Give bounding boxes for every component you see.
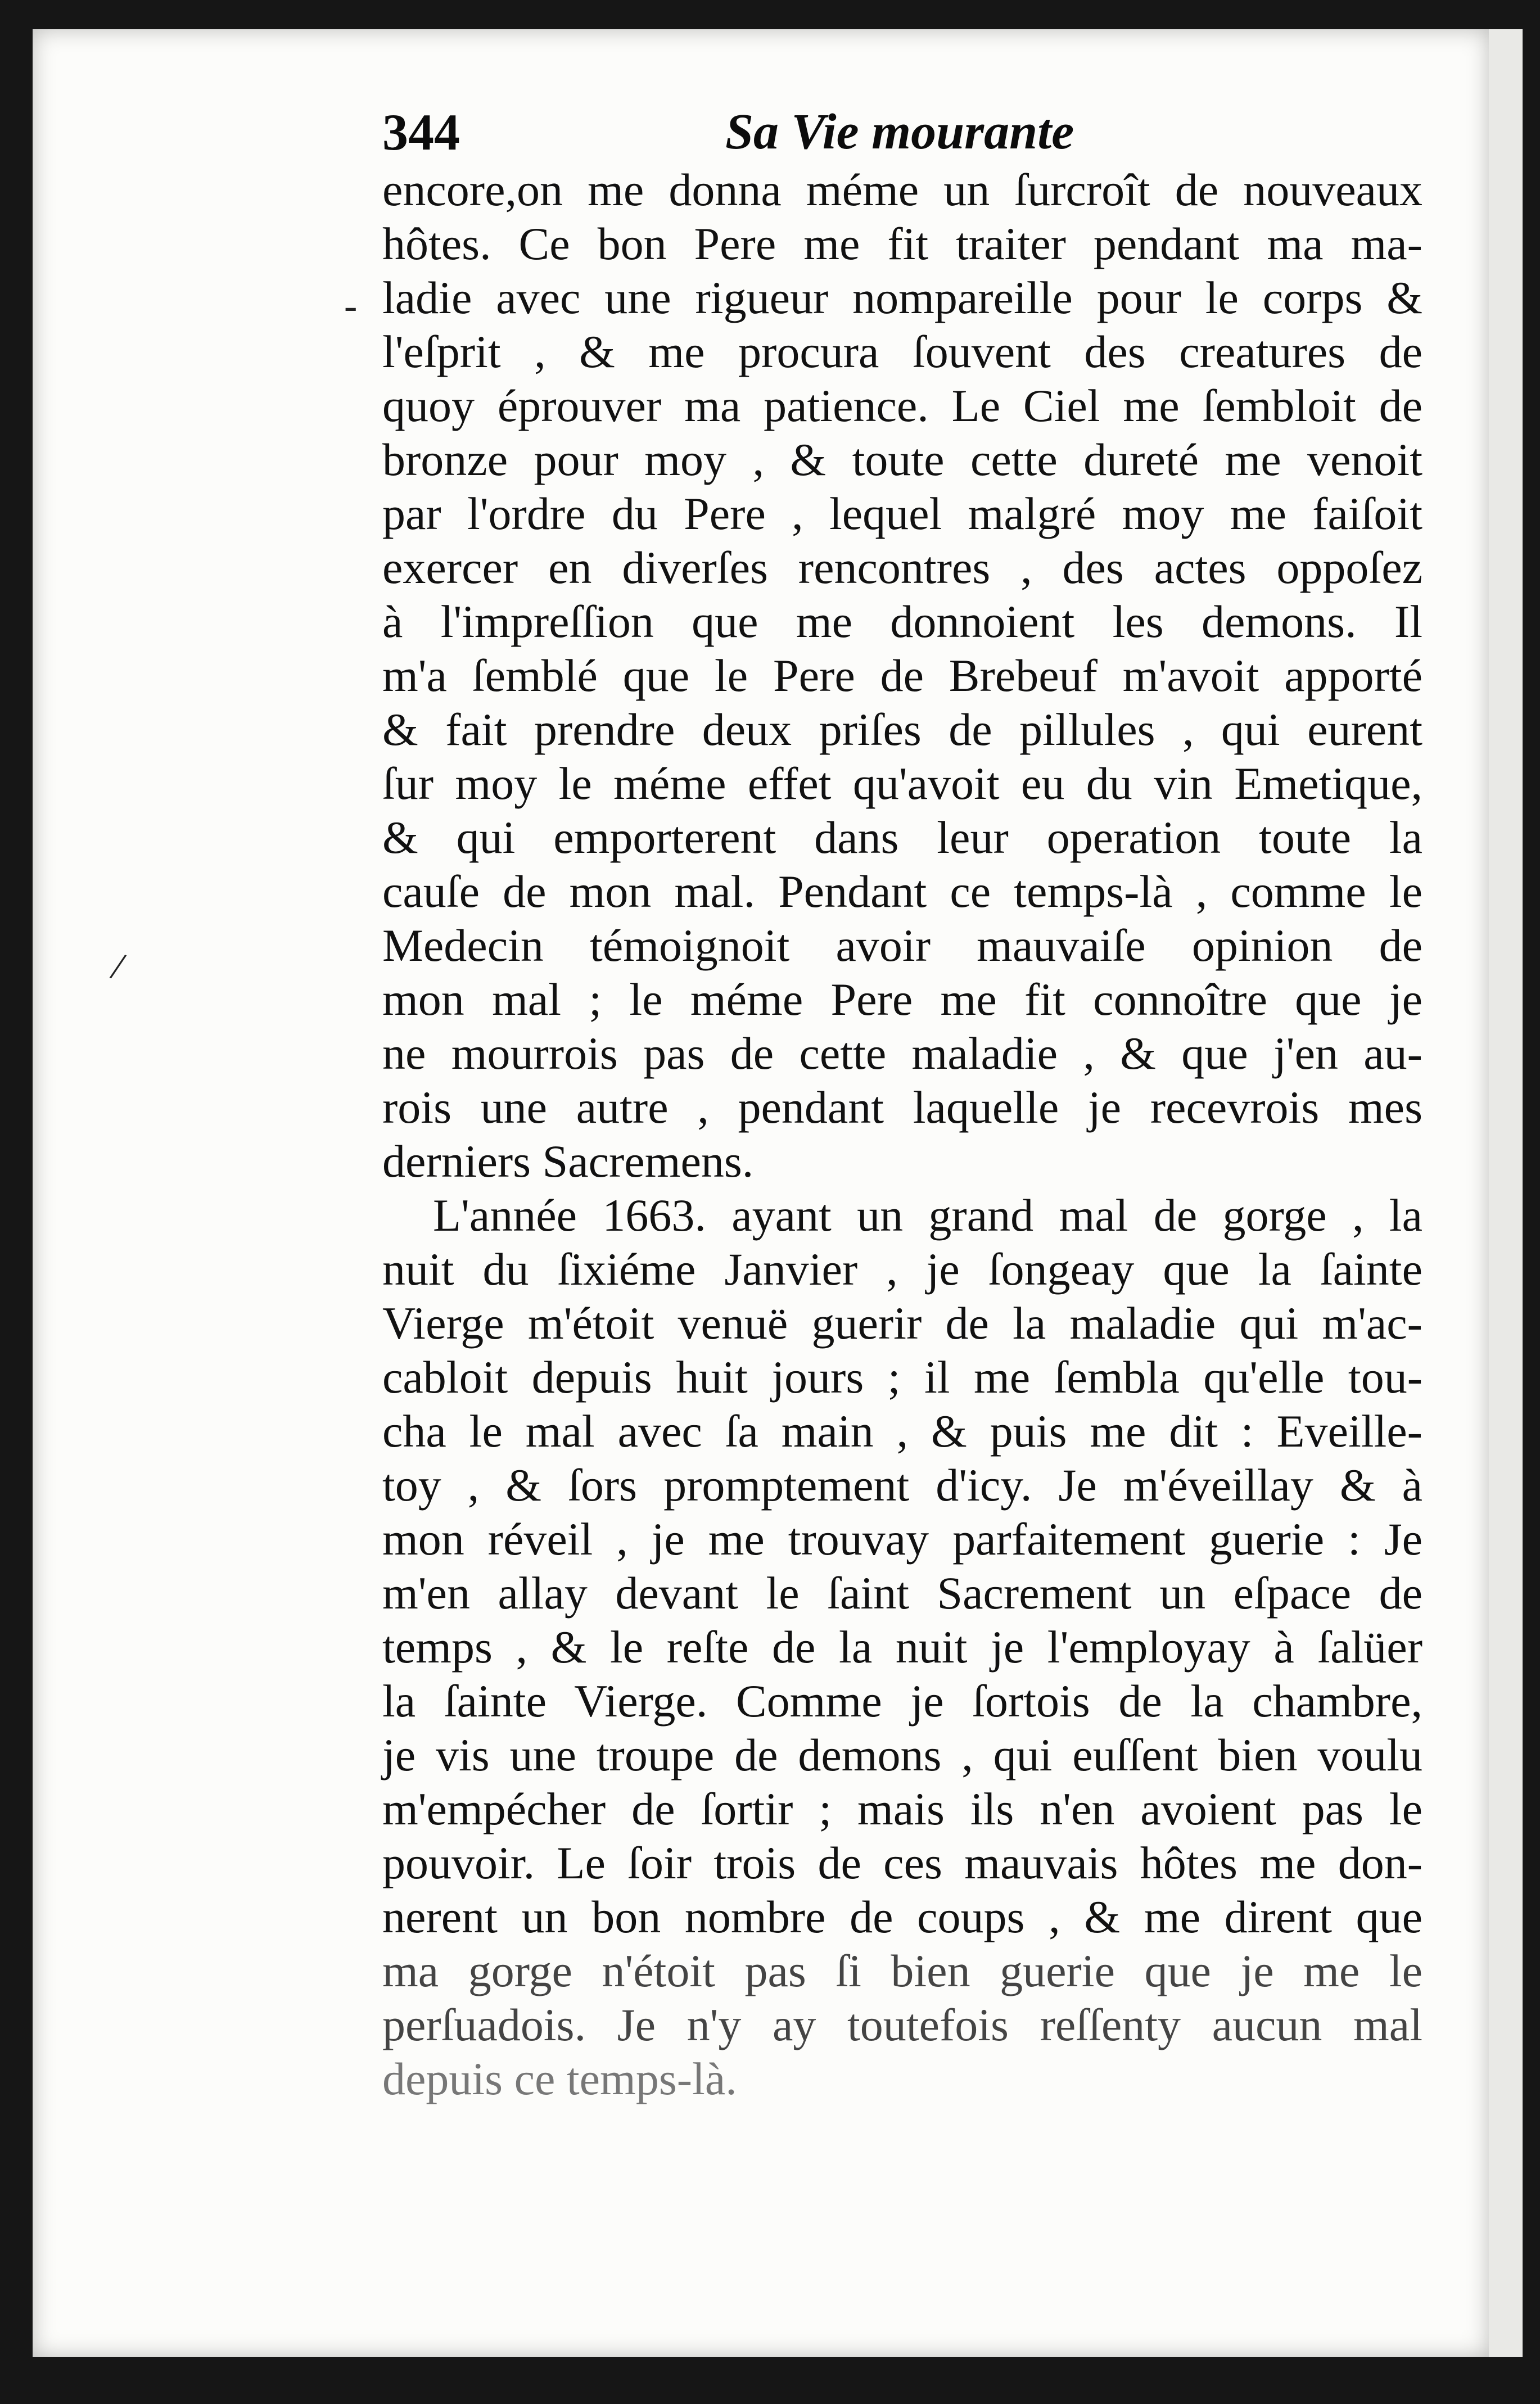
text-line: ſur moy le méme effet qu'avoit eu du vin Emetique, <box>382 758 1422 809</box>
text-line: encore,on me donna méme un ſurcroît de nouveaux <box>382 164 1422 215</box>
text-line: hôtes. Ce bon Pere me fit traiter pendant ma ma- <box>382 218 1422 269</box>
page-header <box>382 98 1153 171</box>
text-line: m'a ſemblé que le Pere de Brebeuf m'avoit apporté <box>382 650 1422 701</box>
text-line: par l'ordre du Pere , lequel malgré moy me faiſoit <box>382 488 1422 539</box>
text-line: quoy éprouver ma patience. Le Ciel me ſembloit de <box>382 380 1422 431</box>
text-line: ladie avec une rigueur nompareille pour le corps & <box>382 272 1422 323</box>
text-line: & qui emporterent dans leur operation toute la <box>382 812 1422 863</box>
margin-mark: - <box>344 284 358 328</box>
text-line: toy , & ſors promptement d'icy. Je m'éveillay & à <box>382 1459 1422 1511</box>
text-line: derniers Sacremens. <box>382 1136 754 1187</box>
text-line: mon réveil , je me trouvay parfaitement guerie : Je <box>382 1513 1422 1565</box>
text-line: m'empécher de ſortir ; mais ils n'en avoient pas le <box>382 1783 1422 1834</box>
text-line: pouvoir. Le ſoir trois de ces mauvais hôtes me don- <box>382 1837 1422 1888</box>
text-line: je vis une troupe de demons , qui euſſent bien voulu <box>382 1729 1422 1781</box>
text-line: m'en allay devant le ſaint Sacrement un eſpace de <box>382 1567 1422 1619</box>
page-edge <box>1489 29 1523 2357</box>
text-line: perſuadois. Je n'y ay toutefois reſſenty aucun mal <box>382 1999 1422 2050</box>
text-line: bronze pour moy , & toute cette dureté me venoit <box>382 434 1422 485</box>
text-line: Vierge m'étoit venuë guerir de la maladie qui m'ac- <box>382 1298 1422 1349</box>
page-number: 344 <box>382 103 460 161</box>
text-line: cha le mal avec ſa main , & puis me dit : Eveille- <box>382 1406 1422 1457</box>
text-line: depuis ce temps-là. <box>382 2053 737 2104</box>
running-title: Sa Vie mourante <box>725 104 1074 160</box>
text-line: L'année 1663. ayant un grand mal de gorge , la <box>433 1190 1422 1241</box>
text-line: mon mal ; le méme Pere me fit connoître que je <box>382 974 1422 1025</box>
text-line: l'eſprit , & me procura ſouvent des creatures de <box>382 326 1422 377</box>
text-line: temps , & le reſte de la nuit je l'employay à ſalüer <box>382 1621 1422 1673</box>
text-line: ne mourrois pas de cette maladie , & que j'en au- <box>382 1028 1422 1079</box>
text-line: nerent un bon nombre de coups , & me dirent que <box>382 1891 1422 1942</box>
text-line: nuit du ſixiéme Janvier , je ſongeay que la ſainte <box>382 1244 1422 1295</box>
text-line: rois une autre , pendant laquelle je recevrois mes <box>382 1082 1422 1133</box>
text-line: la ſainte Vierge. Comme je ſortois de la chambre, <box>382 1675 1422 1727</box>
text-line: Medecin témoignoit avoir mauvaiſe opinion de <box>382 920 1422 971</box>
margin-mark: / <box>107 944 129 989</box>
text-line: exercer en diverſes rencontres , des actes oppoſez <box>382 542 1422 593</box>
text-line: cauſe de mon mal. Pendant ce temps-là , comme le <box>382 866 1422 917</box>
text-line: ma gorge n'étoit pas ſi bien guerie que je me le <box>382 1945 1422 1996</box>
text-line: à l'impreſſion que me donnoient les demons. Il <box>382 596 1422 647</box>
text-line: & fait prendre deux priſes de pillules , qui eurent <box>382 704 1422 755</box>
body-text <box>382 163 1422 2106</box>
text-line: cabloit depuis huit jours ; il me ſembla qu'elle tou- <box>382 1352 1422 1403</box>
